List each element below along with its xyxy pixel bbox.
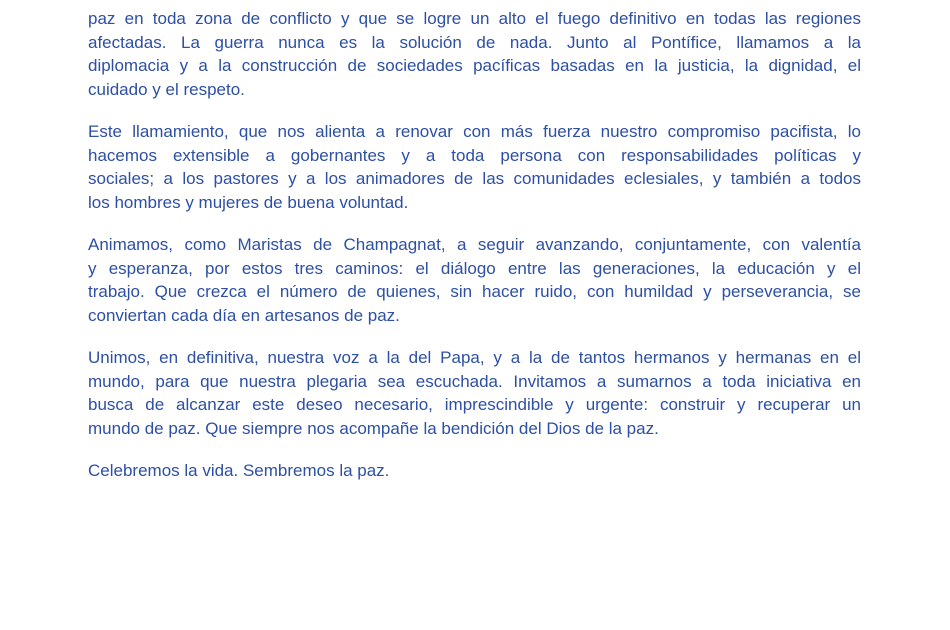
- text-line: cuidado y el respeto.: [88, 79, 245, 99]
- text-line: conviertan cada día en artesanos de paz.: [88, 305, 400, 325]
- text-line: sociales; a los pastores y a los animadores de las comunidades eclesiales, y también a todos: [88, 169, 861, 188]
- text-line: y esperanza, por estos tres caminos: el diálogo entre las generaciones, la educación y el: [88, 258, 861, 278]
- paragraph: [88, 459, 861, 483]
- text-line: afectadas. La guerra nunca es la solución de nada. Junto al Pontífice, llamamos a la: [88, 32, 861, 52]
- paragraph: [88, 7, 861, 101]
- text-line: busca de alcanzar este deseo necesario, imprescindible y urgente: construir y recuperar un: [88, 395, 861, 414]
- text-line: paz en toda zona de conflicto y que se logre un alto el fuego definitivo en todas las regiones: [88, 9, 861, 28]
- document-text: [88, 7, 861, 502]
- text-line: trabajo. Que crezca el número de quienes, sin hacer ruido, con humildad y perseverancia, se: [88, 282, 861, 301]
- text-line: mundo de paz. Que siempre nos acompañe la bendición del Dios de la paz.: [88, 418, 659, 438]
- paragraph: [88, 233, 861, 327]
- text-line: diplomacia y a la construcción de sociedades pacíficas basadas en la justicia, la dignidad, el: [88, 56, 861, 75]
- text-line: Este llamamiento, que nos alienta a renovar con más fuerza nuestro compromiso pacifista, lo: [88, 122, 861, 141]
- text-line: mundo, para que nuestra plegaria sea escuchada. Invitamos a sumarnos a toda iniciativa en: [88, 371, 861, 391]
- paragraph: [88, 120, 861, 214]
- paragraph: [88, 346, 861, 440]
- text-line: Unimos, en definitiva, nuestra voz a la del Papa, y a la de tantos hermanos y hermanas en el: [88, 348, 861, 367]
- text-line: hacemos extensible a gobernantes y a toda persona con responsabilidades políticas y: [88, 145, 861, 165]
- text-line: Animamos, como Maristas de Champagnat, a seguir avanzando, conjuntamente, con valentía: [88, 235, 861, 254]
- text-line: Celebremos la vida. Sembremos la paz.: [88, 461, 390, 480]
- text-line: los hombres y mujeres de buena voluntad.: [88, 192, 409, 212]
